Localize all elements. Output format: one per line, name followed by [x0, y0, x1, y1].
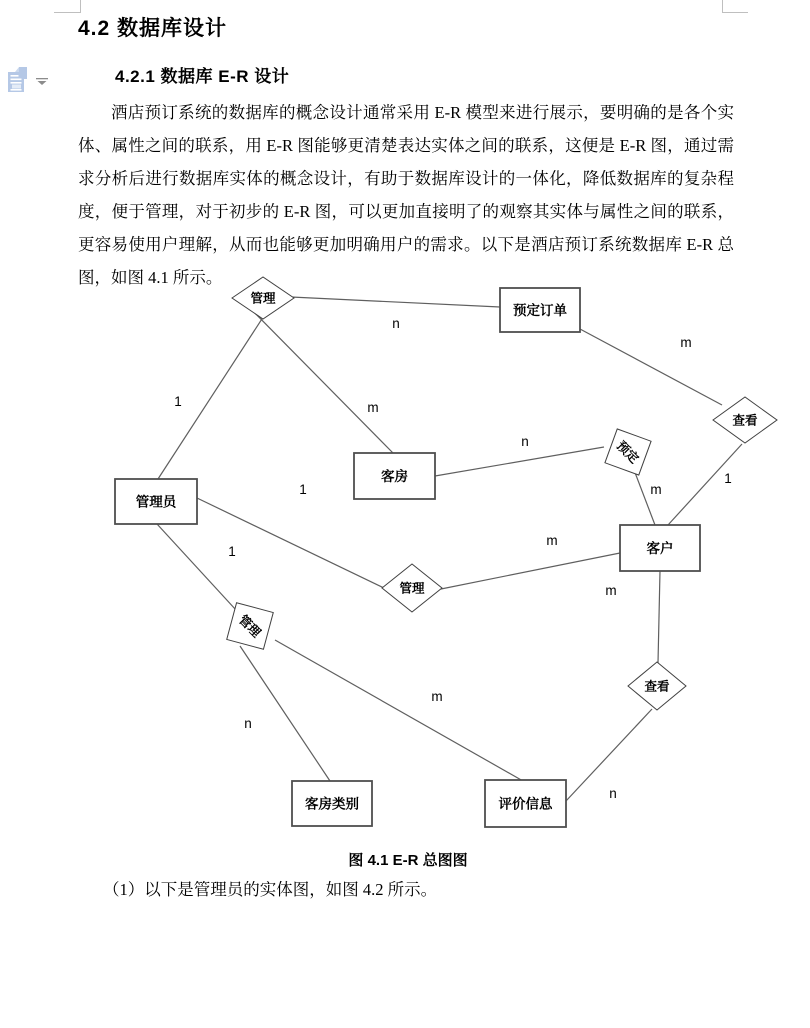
body-paragraph: 酒店预订系统的数据库的概念设计通常采用 E-R 模型来进行展示，要明确的是各个实体、属性之间的联系，用 E-R 图能够更清楚表达实体之间的联系，这便是 E-R 图，通过需求分析后进行数据库实体的概念设计，有助于数据库设计的一体化，降低数据库的复杂程度，便于管理，对于初步的 E-R 图，可以更加直接明了的观察其实体与属性之间的联系，更容易使用户理解，从而也能够更加明确用户的需求。以下是酒店预订系统数据库 E-R 总图，如图 4.1 所示。 [78, 103, 734, 287]
relationship-line-manage-top-guest-room[interactable] [247, 305, 393, 453]
figure-caption: 图 4.1 E-R 总图图 [348, 852, 468, 869]
entity-label-customer: 客户 [646, 541, 674, 556]
cardinality-label[interactable]: 1 [174, 394, 182, 409]
relationship-line-guest-room-book[interactable] [435, 447, 604, 476]
relation-label-manage-top: 管理 [250, 291, 276, 306]
cardinality-label[interactable]: n [609, 786, 617, 801]
cardinality-label[interactable]: n [244, 716, 252, 731]
relation-label-manage-bottom: 管理 [235, 612, 264, 641]
cardinality-label[interactable]: m [546, 533, 558, 548]
cardinality-label[interactable]: 1 [724, 471, 732, 486]
relationship-line-customer-view-lower[interactable] [658, 571, 660, 663]
after-figure-text: （1）以下是管理员的实体图，如图 4.2 所示。 [103, 880, 438, 899]
entity-label-booking-order: 预定订单 [513, 303, 567, 318]
cardinality-label[interactable]: m [605, 583, 617, 598]
relation-label-view-lower: 查看 [644, 679, 670, 694]
relationship-line-manage-top-administrator[interactable] [158, 305, 271, 479]
relationship-line-manage-bottom-room-category[interactable] [240, 646, 330, 781]
entity-label-guest-room: 客房 [381, 469, 408, 484]
relation-label-manage-mid: 管理 [399, 581, 425, 596]
entity-label-room-category: 客房类别 [305, 796, 359, 812]
cardinality-label[interactable]: m [367, 400, 379, 415]
cardinality-label[interactable]: n [392, 316, 400, 331]
relationship-line-administrator-manage-mid[interactable] [197, 498, 384, 588]
relationship-line-booking-order-view-right[interactable] [580, 329, 722, 405]
cardinality-label[interactable]: n [521, 434, 529, 449]
relationship-line-administrator-manage-bottom[interactable] [157, 524, 236, 610]
cardinality-label[interactable]: 1 [228, 544, 236, 559]
relationship-line-book-customer[interactable] [634, 470, 655, 525]
subsection-heading: 4.2.1 数据库 E-R 设计 [115, 67, 290, 86]
relation-label-book: 预定 [613, 438, 642, 467]
cardinality-label[interactable]: 1 [299, 482, 307, 497]
cardinality-label[interactable]: m [680, 335, 692, 350]
relationship-line-manage-bottom-review-info[interactable] [275, 640, 523, 781]
relationship-line-manage-mid-customer[interactable] [441, 553, 620, 589]
relation-label-view-right: 查看 [732, 413, 758, 428]
relationship-line-manage-top-booking-order[interactable] [291, 297, 500, 307]
section-heading: 4.2 数据库设计 [78, 17, 228, 40]
cardinality-label[interactable]: m [650, 482, 662, 497]
entity-label-review-info: 评价信息 [498, 796, 553, 812]
cardinality-label[interactable]: m [431, 689, 443, 704]
entity-label-administrator: 管理员 [135, 494, 177, 510]
